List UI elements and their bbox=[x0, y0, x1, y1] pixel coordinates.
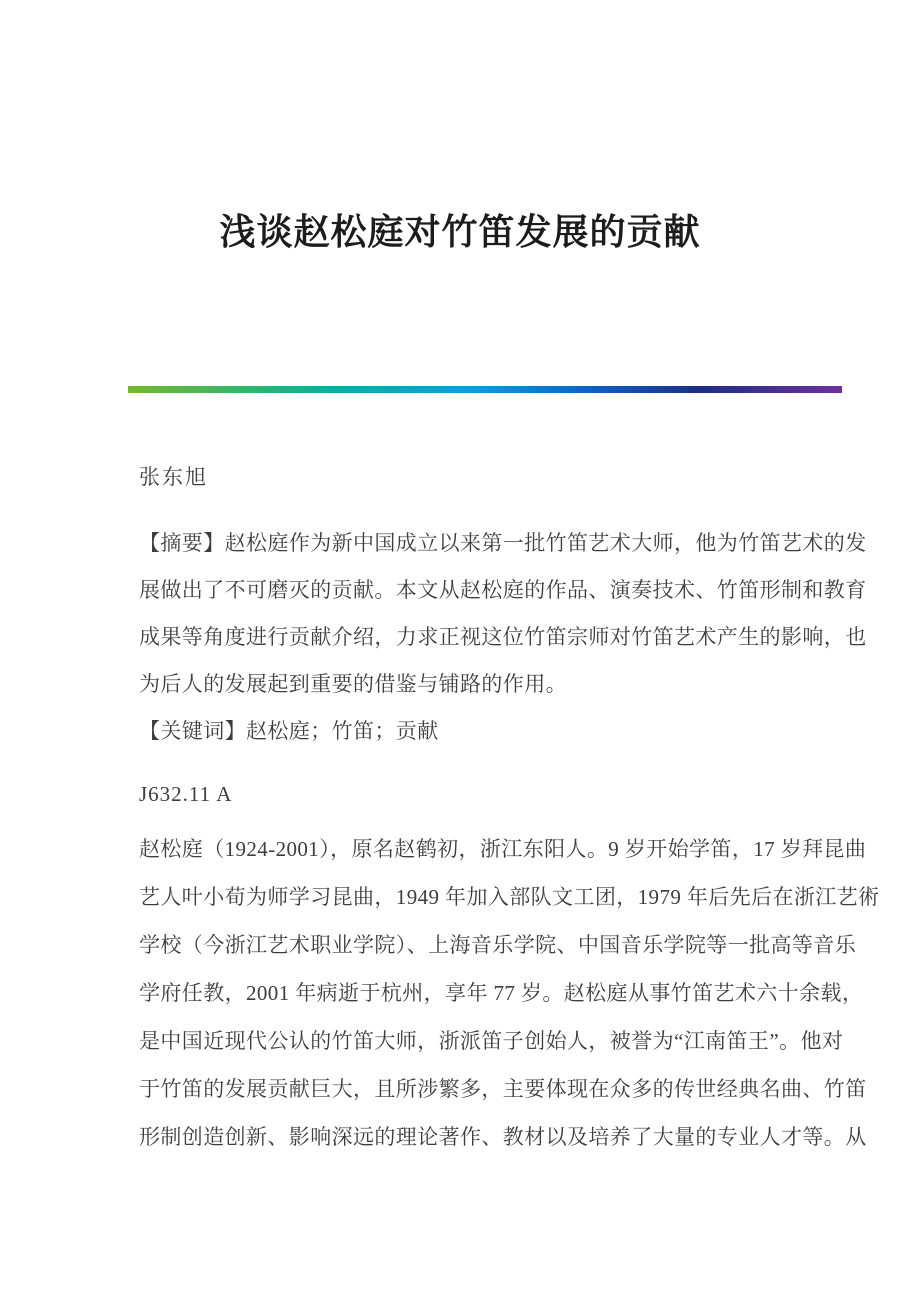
abstract-line: 【摘要】赵松庭作为新中国成立以来第一批竹笛艺术大师，他为竹笛艺术的发 bbox=[139, 531, 867, 555]
body-line: 学校（今浙江艺术职业学院）、上海音乐学院、中国音乐学院等一批高等音乐 bbox=[139, 933, 857, 957]
keywords-line: 【关键词】赵松庭；竹笛；贡献 bbox=[139, 719, 439, 743]
body-line: 是中国近现代公认的竹笛大师，浙派笛子创始人，被誉为“江南笛王”。他对 bbox=[139, 1029, 844, 1053]
body-line: 于竹笛的发展贡献巨大，且所涉繁多，主要体现在众多的传世经典名曲、竹笛 bbox=[139, 1077, 867, 1101]
body-line: 艺人叶小荀为师学习昆曲，1949 年加入部队文工团，1979 年后先后在浙江艺術 bbox=[139, 885, 880, 909]
body-line: 学府任教，2001 年病逝于杭州，享年 77 岁。赵松庭从事竹笛艺术六十余载， bbox=[139, 981, 864, 1005]
gradient-divider bbox=[128, 386, 842, 393]
body-paragraph bbox=[139, 825, 880, 1161]
abstract-line: 成果等角度进行贡献介绍，力求正视这位竹笛宗师对竹笛艺术产生的影响，也 bbox=[139, 625, 867, 649]
body-line: 形制创造创新、影响深远的理论著作、教材以及培养了大量的专业人才等。从 bbox=[139, 1125, 867, 1149]
abstract-line: 为后人的发展起到重要的借鉴与铺路的作用。 bbox=[139, 672, 567, 696]
body-line: 赵松庭（1924-2001），原名赵鹤初，浙江东阳人。9 岁开始学笛，17 岁拜昆曲 bbox=[139, 837, 867, 861]
classification-section bbox=[139, 771, 855, 818]
article-title: 浅谈赵松庭对竹笛发展的贡献 bbox=[219, 212, 701, 252]
author-name: 张东旭 bbox=[139, 465, 208, 489]
abstract-line: 展做出了不可磨灭的贡献。本文从赵松庭的作品、演奏技术、竹笛形制和教育 bbox=[139, 578, 867, 602]
classification-code: J632.11 A bbox=[139, 782, 233, 806]
abstract-section bbox=[139, 520, 867, 755]
